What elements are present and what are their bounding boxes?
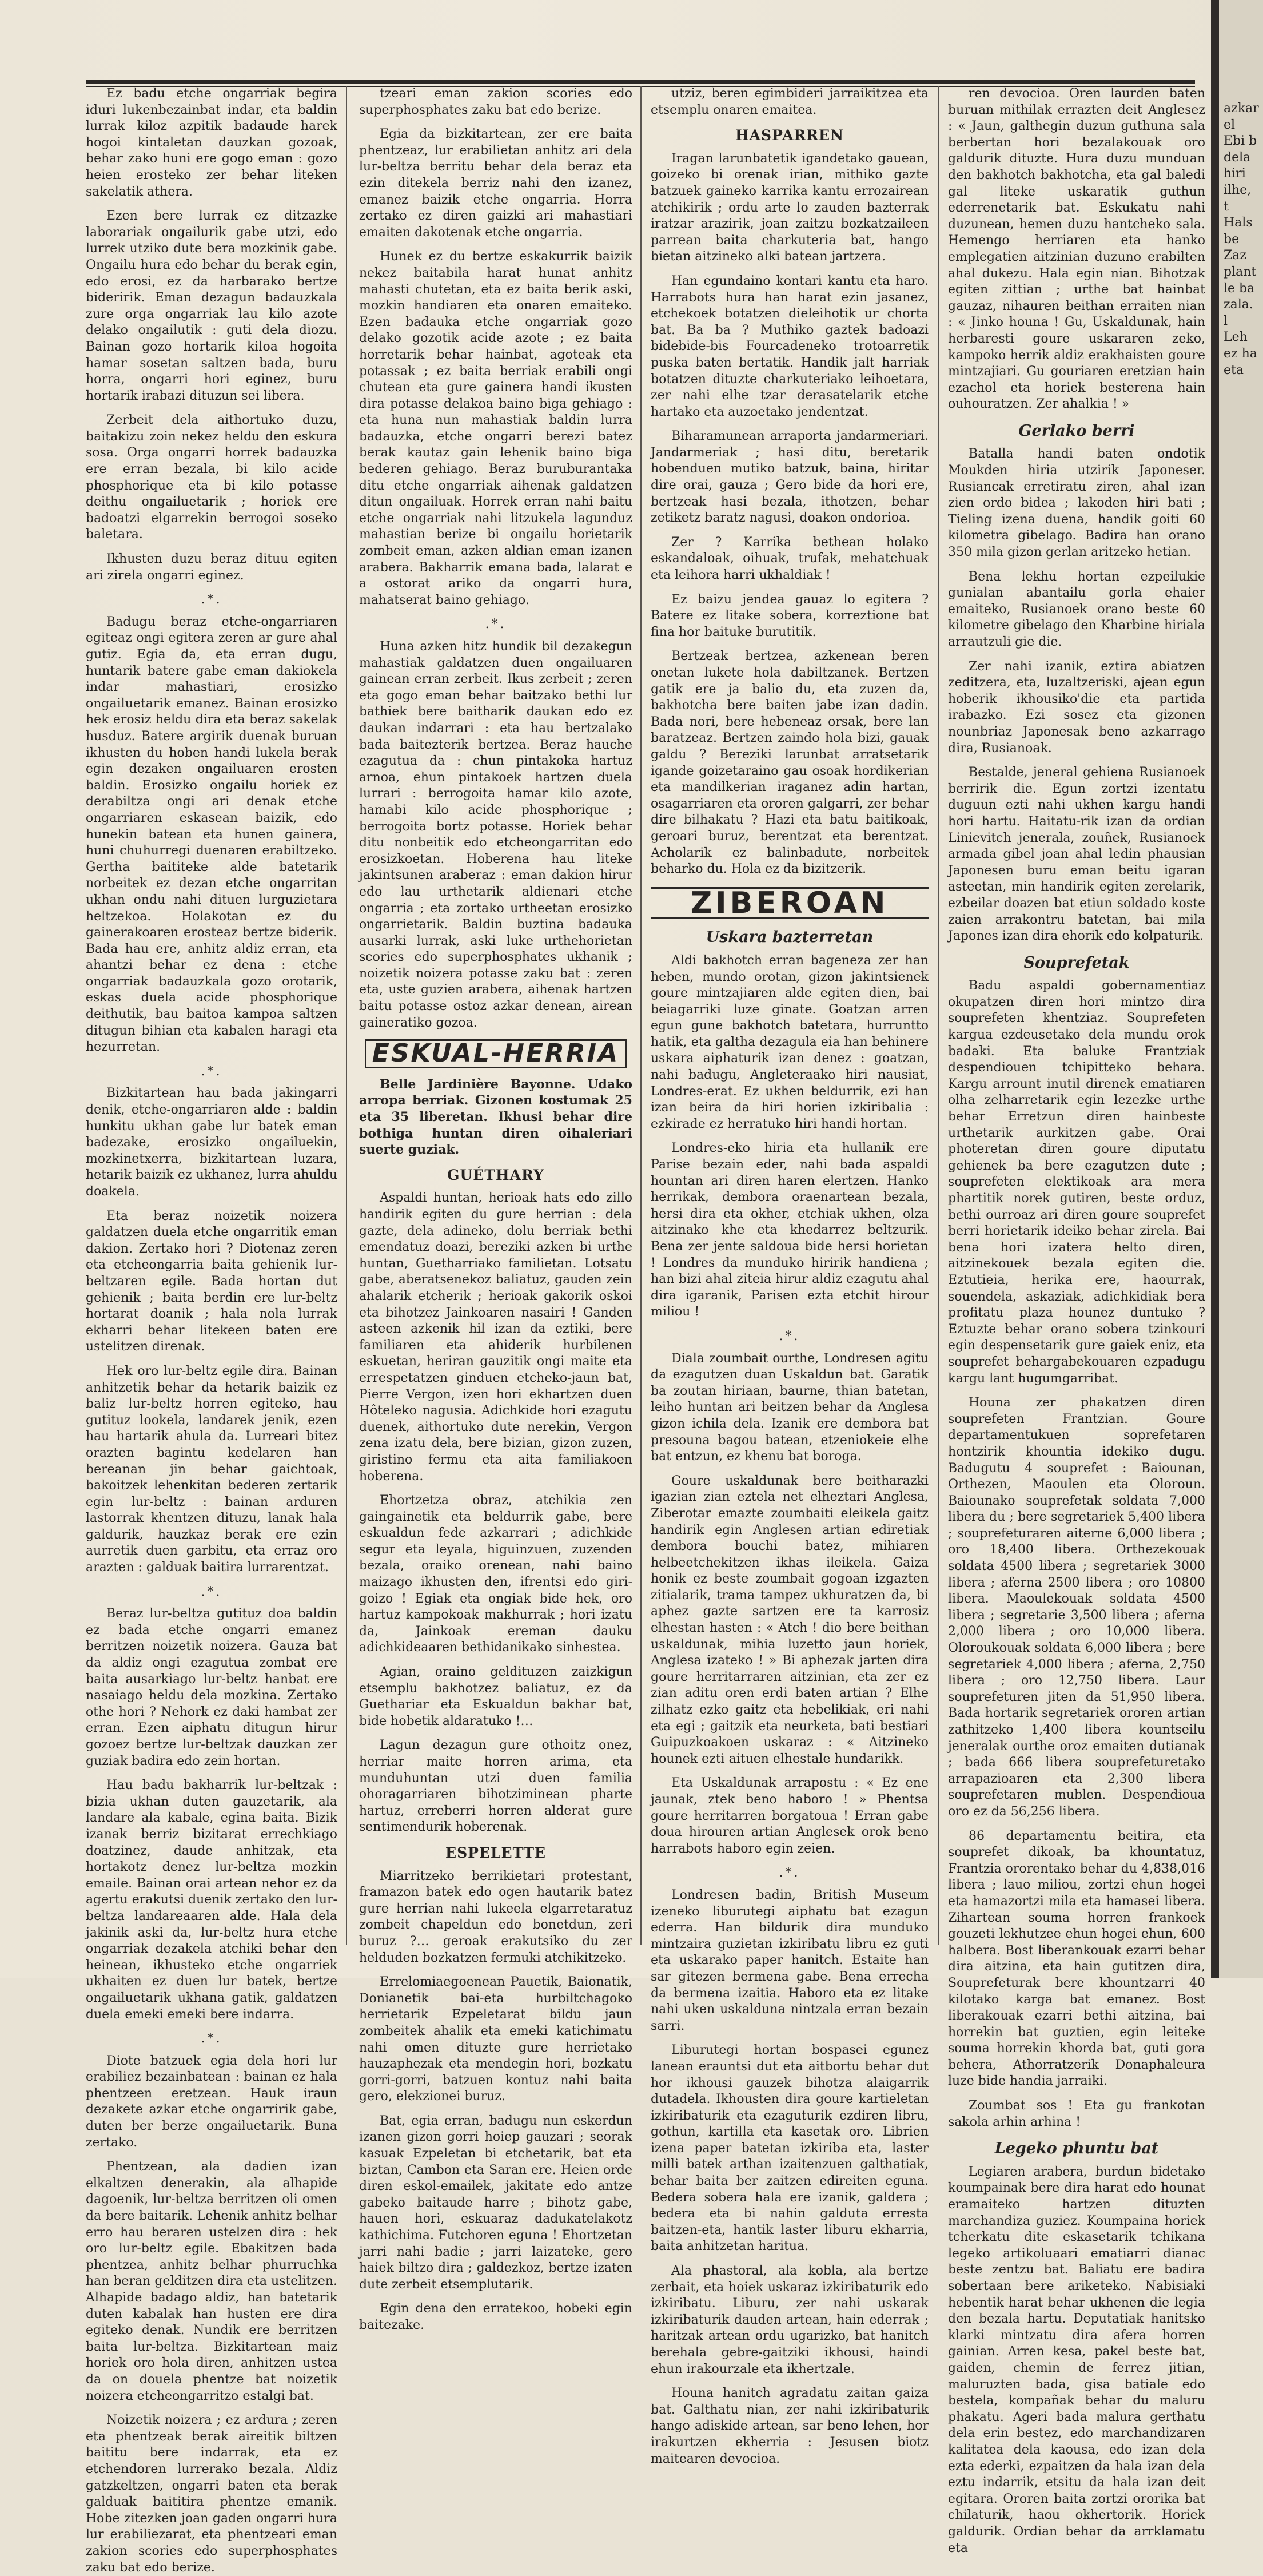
paragraph: Iragan larunbatetik igandetako gauean, goizeko bi orenak irian, mithiko gazte batzuek gaineko karrika kantu errozairean atchikirik ; ordu arte lo zauden bazterrak iratzar arazirik, joan zaitzu bozkatzaileen parrean baita charkuteria bat, hango bietan aitzineko alki batean jartzera. <box>651 151 929 264</box>
paragraph: utziz, beren egimbideri jarraikitzea eta etsemplu onaren emaitea. <box>651 86 929 117</box>
paragraph: Liburutegi hortan bospasei egunez lanean erauntsi dut eta aitbortu behar dut hor ikhousi gauzek bihotza alaigarrik dutadela. Ikhousten dira goure kartieletan izkiribaturik eta ezaguturik ezdiren libru, gothun, kartilla eta kasetak oro. Librien izena paper batetan izkiriba eta, laster milli batek arthan izaitenzuen galthatiak, behar baita ber zaitzen edireiten eguna. Bedera sobera hala ere izanik, galdera ; bedera eta bi nahin galduta erresta baitzen-eta, hantik laster liburu ekharria, baita anhitzetan haritua. <box>651 2043 929 2254</box>
paragraph: Ez baizu jendea gauaz lo egitera ? Batere ez litake sobera, korreztione bat fina hor baituke burutitik. <box>651 592 929 639</box>
paragraph: Miarritzeko berrikietari protestant, framazon batek edo ogen hautarik batez gure herrian nahi lukeela elgarretaratuz zombeit chapeldun edo bonetdun, zeri buruz ?… geroak erakutsiko du zer helduden bozkatzen fermuki atchikitzeko. <box>359 1869 632 1965</box>
column-rule <box>938 86 939 1945</box>
separator: .*. <box>201 593 222 607</box>
paragraph: Errelomiaegoenean Pauetik, Baionatik, Donianetik bai-eta hurbiltchagoko herrietarik Ezpeletarat bildu jaun zombeitek ahalik eta emeki katichimatu nahi omen dituzte gure herrietako hauzaphezak eta mendegin hori, bozkatu gorri-gorri, batzuen kontuz nahi baita gero, elekzionei buruz. <box>359 1975 632 2104</box>
section-heading-souprefetak: Souprefetak <box>1023 953 1130 972</box>
paragraph: Houna zer phakatzen diren souprefeten Frantzian. Goure departamentukuen soprefetaren hontzirik khountia idekiko dugu. Badugutu 4 souprefet : Baiounan, Orthezen, Maoulen eta Oloroun. Baiounako souprefetak soldata 7,000 libera du ; bere segretariek 5,400 libera ; souprefeturaren aiterne 6,000 libera ; oro 18,400 libera. Orthezekouak soldata 4500 libera ; segretariek 3000 libera ; aferna 2500 libera ; oro 10800 libera. Maoulekouak soldata 4500 libera ; segretarie 3,500 libera ; aferna 2,000 libera ; oro 10,000 libera. Oloroukouak soldata 6,000 libera ; bere segretariek 4,000 libera ; aferna, 2,750 libera ; oro 12,750 libera. Laur souprefeturen jiten da 51,950 libera. Bada hortarik segretariek ororen artian zathitzeko 1,400 libera kountseilu jeneralak ourthe oroz emaiten dutianak ; bada 666 libera souprefeturetako arrapazioaren eta 2,300 libera souprefetaren mublen. Despendioua oro ez da 56,256 libera. <box>948 1396 1205 1819</box>
paragraph: Egin dena den erratekoo, hobeki egin baitezake. <box>359 2301 632 2332</box>
paragraph: Bestalde, jeneral gehiena Rusianoek berririk die. Egun zortzi izentatu duguun ezti nahi ukhen kargu handi hori hartu. Haitatu-rik izan da ordian Linievitch jenerala, zouñek, Rusianoek armada gibel joan ahal ledin phausian Japonesen buru eman beitu igaran asteetan, min handirik egiten zerelarik, ezbeilar doazen bat etiun soldado koste zaien arrakontru batetan, bai mila Japones izan dira ehorik edo kolpaturik. <box>948 765 1205 944</box>
section-heading-espelette: ESPELETTE <box>445 1844 546 1861</box>
section-heading-hasparren: HASPARREN <box>735 127 844 144</box>
paragraph: Bat, egia erran, badugu nun eskerdun izanen gizon gorri hoiep gauzari ; seorak kasuak Ezpeletan bi etchetarik, bat eta biztan, Cambon eta Saran ere. Heien orde diren eskol-emailek, jakitate edo antze gabeko baitaude harre ; bihotz gabe, hauen hori, eskuaraz dadukatelakotz kathichima. Futchoren eguna ! Ehortzetan jarri nahi badie ; jarri laizateke, gero haiek biltzo dira ; galdezkoz, bertze izaten dute zerbeit etsemplutarik. <box>359 2113 632 2292</box>
paragraph: Eta beraz noizetik noizera galdatzen duela etche ongarritik eman dakion. Zertako hori ? Diotenaz zeren eta etcheongarria baita gehienik lur-beltzaren egile. Bada hortan dut gehienik ; baita berdin ere lur-beltz hortarat doanik ; hala nola lurrak ekharri behar litekeen baten ere ustelitzen direnak. <box>86 1209 337 1354</box>
edge-line: be <box>1224 232 1240 247</box>
paragraph: Aldi bakhotch erran bageneza zer han heben, mundo orotan, gizon jakintsienek goure mintzajiaren alde egiten dien, bai beiagarriki luze ginate. Goatzan arren egun gune bakhotch batetara, hurruntto hatik, eta galtha dezagula eia han behinere uskara aiphaturik izan denez : goatzan, nahi badugu, Angleteraako hiri nausiat, Londres-erat. Ez ukhen beldurrik, ezi han izan beira da hiri horien izkiribalia : ezkirade ez herratuko hiri handi hortan. <box>651 953 929 1131</box>
adjacent-page-edge <box>1211 0 1263 1978</box>
paragraph: Londres-eko hiria eta hullanik ere Parise bezain eder, nahi bada aspaldi hountan ari diren haren elertzen. Hanko herrikak, dembora oraenartean bezala, hersi dira eta okher, etchiak ukhen, olza aitzinako khe eta khedarrez beltzurik. Bena zer jente saldoua bide hersi horietan ! Londres da munduko hiririk handiena ; han bizi ahal ziteia hirur aldiz ezagutu ahal dira igaranik, Parisen ezta etchit hirour miliou ! <box>651 1141 929 1319</box>
separator: .*. <box>485 617 507 632</box>
section-banner-eskual-herria: ESKUAL-HERRIA <box>365 1039 627 1068</box>
column-4 <box>948 86 1205 2555</box>
paragraph: Ala phastoral, ala kobla, ala bertze zerbait, eta hoiek uskaraz izkiribaturik edo izkiribatu. Liburu, zer nahi uskarak izkiribaturik dauden artean, hain ederrak ; haritzak artean ordu ugarizko, bat hanitch berehala gebre-gaitziki ikhousi, haindi ehun irakourzale eta ikhertzale. <box>651 2264 929 2376</box>
paragraph: Zer ? Karrika bethean holako eskandaloak, oihuak, trufak, mehatchuak eta leihora harri ukhaldiak ! <box>651 535 929 583</box>
edge-line: ilhe, <box>1224 182 1252 197</box>
section-heading-guethary: GUÉTHARY <box>447 1166 544 1183</box>
paragraph: Batalla handi baten ondotik Moukden hiria utzirik Japoneser. Rusiancak erretiratu ziren, ahal izan zien ordo bidea ; lakoden hiri bati ; Tieling izena duena, handik goiti 60 kilometra gibelago. Badira han orano 350 mila gizon gerlan aritzeko hetian. <box>948 447 1205 560</box>
paragraph: Egia da bizkitartean, zer ere baita phentzeaz, lur erabilietan anhitz ari dela lur-beltza berritu behar dela beraz eta ezin ditekela berriz nahi den izanez, emanez baizik etche ongarria. Horra zertako ez diren gaizki ari mahastiari emaiten dakotenak etche ongarria. <box>359 127 632 240</box>
paragraph: Badu aspaldi gobernamentiaz okupatzen diren hori mintzo dira souprefeten khentziaz. Souprefeten kargua ezdeusetako dela mundu orok badaki. Eta baluke Frantziak despendiouen tchipitteko behara. Kargu arrount inutil direnek ematiaren olha zelharretarik egin lezezke urthe behar Erretzun diren hainbeste urthetarik aurkitzen gabe. Orai photeretan diren goure diputatu gehienek ba bere ezagutzen dute ; souprefeten elektikoak ara mera phartitik norek gutiren, beste orduz, bethi ourroaz ari diren goure souprefet berri horietarik ideiko behar zirela. Bai bena hori izatera helto diren, aitzinekouek bezala egiten die. Eztutieia, herika ere, haourrak, souendela, askaziak, adichkidiak bera profitatu plaza hounez duntuko ? Eztuzte behar orano sobera tzinkouri egin despensetarik gure gaiek eniz, eta souprefet behargabekouaren ezpadugu kargu lant hugumgarribat. <box>948 979 1205 1386</box>
edge-line: dela <box>1224 150 1251 165</box>
column-rule <box>640 86 642 1945</box>
edge-line: hiri <box>1224 166 1246 181</box>
paragraph: tzeari eman zakion scories edo superphosphates zaku bat edo berize. <box>359 86 632 117</box>
paragraph: Ez badu etche ongarriak begira iduri lukenbezainbat indar, eta baldin lurrak kiloz azpitik badaude harek hogoi kintaletan dauzkan gozoak, behar zako huni ere gogo eman : gozo heien erosteko zer behar liteken sakelatik athera. <box>86 86 337 199</box>
separator: .*. <box>201 1584 222 1599</box>
paragraph: Badugu beraz etche-ongarriaren egiteaz ongi egitera zeren ar gure ahal gutiz. Egia da, eta erran dugu, huntarik batere gabe eman dakiokela indar mahastiari, erosizko ongailuetarik emanez. Bainan erosizko hek erosiz heldu dira eta beraz sakelak husduz. Batere argirik duenak buruan ikhusten du hoben handi lukela berak egin dezaken ongailuaren erosten baldin. Erosizko ongailu horiek ez derabiltza ongi ari denak etche ongarriaren eskasean baizik, edo hunekin batean eta hunen gainera, huni chuhurregi duenaren erabiltzeko. Gertha baititeke alde batetarik norbeitek ez dezan etche ongarritan ukhan ondu nahi dituen lurguzietara heltzekoa. Holakotan ez du gainerakoaren erosteaz bertze biderik. Bada hau ere, anhitz aldiz erran, eta ahantzi behar ez dena : etche ongarriak badauzkala gozo orotarik, eskas duela acide phosphorique deithutik, bau baitoa kampoa saltzen ditugun bihian eta kabalen haragi eta hezurretan. <box>86 614 337 1055</box>
column-2 <box>359 86 632 2332</box>
paragraph: Biharamunean arraporta jandarmeriari. Jandarmeriak ; hasi ditu, beretarik hobenduen mutiko batzuk, baina, hiritar dire orai, gauza ; Gero bide da hori ere, bertzeak hasi bezala, ithotzen, behar zetiketz baratz nagusi, doakon ondorioa. <box>651 429 929 526</box>
paragraph: Bizkitartean hau bada jakingarri denik, etche-ongarriaren alde : baldin hunkitu ukhan gabe lur batek eman badezake, erosizko ongailuekin, mozkinetxerra, bizkitartean luzara, hetarik baizik ez ukhanez, lurra ahuldu doakela. <box>86 1086 337 1199</box>
paragraph: Bertzeak bertzea, azkenean beren onetan lukete hola dabiltzanek. Bertzen gatik ere ja balio du, eta zuzen da, bakhotcha bere baiten jabe izan dadin. Bada nori, bere hebeneaz orsak, bere lan baratzeaz. Bertzen zaindo hola bizi, gauak galdu ? Bereziki larunbat arratsetarik igande goizetaraino gau osoak hordikerian eta mandilkerian iraganez adin hartan, osagarriaren eta ororen galgarri, zer behar dire bilhakatu ? Hazi eta batu baitikoak, geroari buruz, berentzat eta berentzat. Acholarik ez balinbadute, norbeitek beharko du. Hola ez da bizitzerik. <box>651 649 929 877</box>
separator: .*. <box>779 1329 800 1343</box>
edge-line: le ba <box>1224 281 1255 296</box>
paragraph: Ezen bere lurrak ez ditzazke laborariak ongailurik gabe utzi, edo lurrek utziko dute bera mozkinik gabe. Ongailu hura edo behar du berak egin, edo erosi, ez da harbarako bertze bideririk. Eman dezagun badauzkala zure orga ongarriak lau kilo azote delako ongailutik : guti dela diozu. Bainan gozo hortarik kiloa hogoita hamar sosetan saltzen bada, buru horra, ongarri hori eginez, buru hortarik irabazi dituzun sei libera. <box>86 209 337 403</box>
paragraph: Huna azken hitz hundik bil dezakegun mahastiak galdatzen duen ongailuaren gainean erran zerbeit. Ikus zerbeit ; zeren eta gogo eman behar baitzako bethi lur bathiek bere baitharik daukan edo ez daukan indarrari : eta hau bertzalako bada baitezterik bertzea. Beraz hauche ezagutua da : chun pintakoka hartuz arnoa, ehun pintakoek hartzen duela lurrari : berrogoita hamar kilo azote, hamabi kilo acide phosphorique ; berrogoita bortz potasse. Horiek behar ditu nonbeitik edo etcheongarritan edo erosizkoetan. Hoberena hau liteke jakintsunen araberaz : eman dakion hirur edo lau urthetarik aldienari etche ongarria ; eta zortako urtheetan erosizko ongarrietarik. Baldin buztina badauka ausarki lurrak, aski luke urthehorietan scories edo superphosphates ukhanik ; noizetik noizera potasse zaku bat : zeren eta, uste guzien arabera, aihenak hartzen baitu potasse ostoz azkar denean, airean gaineratiko gozoa. <box>359 639 632 1030</box>
top-rule <box>86 80 1195 84</box>
edge-line: Zaz <box>1224 248 1246 263</box>
advertisement: Belle Jardinière Bayonne. Udako arropa berriak. Gizonen kostumak 25 eta 35 liberetan. Ikhusi behar dire bothiga huntan diren oihaleriari suerte guziak. <box>359 1076 632 1158</box>
section-banner-ziberoan: ZIBEROAN <box>651 887 929 920</box>
paragraph: Londresen badin, British Museum izeneko liburutegi aiphatu bat ezagun ederra. Han bildurik dira munduko mintzaira guzietan izkiribatu libru ez guti eta uskarako paper hanitch. Estaite han sar gitezen bermena gabe. Bena errecha da bermena izaitia. Haboro eta ez litake nahi uken uskalduna nintzala erran bezain sarri. <box>651 1887 929 2033</box>
paragraph: Bena lekhu hortan ezpeilukie gunialan abantailu gorla ehaier emaiteko, Rusianoek orano beste 60 kilometre gibelago den Kharbine hiriala arrautzuli gie die. <box>948 569 1205 649</box>
paragraph: Houna hanitch agradatu zaitan gaiza bat. Galthatu nian, zer nahi izkiribaturik hango adiskide artean, sar beno lehen, hor irakurtzen ekherria : Jesusen biotz maitearen devocioa. <box>651 2386 929 2466</box>
edge-line: el <box>1224 117 1236 132</box>
paragraph: Goure uskaldunak bere beitharazki igazian zian eztela net elheztari Anglesa, Ziberotar emazte zoumbaiti eleikela gaitz handirik egin Anglesen artian ediretiak dembora bouchi batez, mihiaren helbeetchekitzen ikhas ileikela. Gaiza honik ez beste zoumbait gogoan izgazten zitialarik, trama tampez ukhuratzen da, bi aphez gazte sartzen ere ta karrosiz elhestan hasten : « Atch ! dio bere beithan uskaldunak, mihia luzetto jaun horiek, Anglesa izateko ! » Bi aphezak jarten dira goure herritarraren aitzinian, eta zer ez zian aditu oren erdi baten artian ? Elhe zilhatz ezko gaitz eta hebelikiak, eri nahi eta egi ; gaitzik eta neurketa, bati bestiari Guipuzkoakoen uskaraz : « Aitzineko hounek ezti aituen elhestale hundarikk. <box>651 1473 929 1766</box>
paragraph: Han egundaino kontari kantu eta haro. Harrabots hura han harat ezin jasanez, etchekoek botatzen dieleihotik ur chorta bat. Ba ba ? Muthiko gaztek badoazi bidebide-bis Fourcadeneko trotoarretik puska baten bertatik. Handik jalt harriak botatzen dituzte charkuteriako leihoetara, zer nahi elhe tzar derasatelarik etche hartako eta auzoetako jendentzat. <box>651 273 929 419</box>
paragraph: Ikhusten duzu beraz dituu egiten ari zirela ongarri eginez. <box>86 552 337 583</box>
section-heading-uskara: Uskara bazterretan <box>706 928 874 947</box>
separator: .*. <box>201 1064 222 1079</box>
paragraph: Eta Uskaldunak arrapostu : « Ez ene jaunak, ztek beno haboro ! » Phentsa goure herritarren borgatoua ! Erran gabe doua hirouren artian Anglesek orok beno harrabots haboro egin zeien. <box>651 1776 929 1856</box>
paragraph: Legiaren arabera, burdun bidetako koumpainak bere dira harat edo hounat eramaiteko hartzen dituzten marchandiza guziez. Koumpaina horiek tcherkatu dite eskasetarik tchikana legeko artikoluaari ematiarri dianac beste zentzu bat. Baliatu ere badira sobertaan bere ariketeko. Nabisiaki hebentik harat behar ukhenen die legia den bezala hartu. Deputatiak hanitsko klarki mintzatu dira afera horren gainian. Arren kesa, pakel beste bat, gaiden, chemin de ferrez jitian, maluruzten bada, gisa batiale edo bestela, kompañak behar du maluru phakatu. Ageri bada malura gerthatu dela erin bestez, edo marchandizaren kalitatea dela kaousa, edo izan dela ezta ederki, ezpaitzen da hala izan dela eztu indarrik, etsitu da hala izan deit egitara. Ororen baita zortzi ororika bat chilaturik, haou okhertorik. Horiek galdurik. Ordian behar da arrklamatu eta <box>948 2164 1205 2555</box>
edge-line: t <box>1224 199 1229 214</box>
paragraph: Zerbeit dela aithortuko duzu, baitakizu zoin nekez heldu den eskura sosa. Orga ongarri horrek badauzka ere erran bezala, bi kilo acide phosphorique eta bi kilo potasse deithu ongailuetarik ; horiek ere badoatzi elgarrekin berrogoi soseko baletara. <box>86 413 337 542</box>
edge-line: Hals <box>1224 216 1253 230</box>
separator: .*. <box>779 1866 800 1881</box>
column-1 <box>86 86 337 2575</box>
paragraph: Hek oro lur-beltz egile dira. Bainan anhitzetik behar da hetarik baizik ez baliz lur-beltz horren egiteko, hau gutituz lookela, landarek jenik, ezen hau hartarik ahula da. Lurreari bitez orazten bagintu kedelaren han bereanan jin behar gaichtoak, bakoitzek lehenkitan bederen zertarik egin lur-beltz : bainan arduren lastorrak khentzen dituzu, lanak hala galdurik, hauzkaz berak ere ezin aurretik duen garbitu, eta erraz oro arazten : galduak baitira lurrarentzat. <box>86 1363 337 1575</box>
column-3 <box>651 86 929 2466</box>
separator: .*. <box>201 2032 222 2046</box>
edge-line: plant <box>1224 264 1257 279</box>
edge-line: Leh <box>1224 330 1248 345</box>
paragraph: Hunek ez du bertze eskakurrik baizik nekez baitabila harat hunat anhitz mahasti chutetan, eta ez baita berik aski, mozkin handiaren eta onaren emaiteko. Ezen badauka etche ongarriak gozo delako gozotik acide azote ; ez baita horretarik behar hainbat, agoteak eta potassak ; ez baita berriak erabili ongi chutean eta gure gainera handi ikusten dira potasse delakoa baino biga gehiago : eta huna nun mahastiak baldin lurra badauzka, etche ongarri berezi batez berak kautaz gain lehenik baino biga bederen gehiago. Beraz buruburantaka ditu etche ongarriak aihenak galdatzen ditun ongailuak. Horrek erran nahi baitu etche ongarriak nahi litzukela lagunduz mahastian berize bi ongailu horietarik zombeit eman, azken aldian eman izanen arabera. Bakharrik emana bada, lalarat e a ostorat ariko da ongarri hura, mahatserat baino gehiago. <box>359 249 632 607</box>
paragraph: ren devocioa. Oren laurden baten buruan mithilak errazten deit Anglesez : « Jaun, galthegin duzun guthuna sala berbertan hori bezalakouak oro galdurik dituzte. Hura duzu munduan den bakhotch bakhotcha, eta gal baledi gal liteke uskaratik guthun ederrenetarik bat. Eskukatu nahi duzunean, hemen duzu hantcheko sala. Hemengo herriaren eta hanko emplegatien aitzinian duzuno erabilten ahal dukezu. Hala egin nian. Bihotzak egiten zittian ; urthe bat hainbat gauzaz, nihauren beithan erraiten nian : « Jinko houna ! Gu, Uskaldunak, hain herbaresti goure uskararen zeko, kampoko herrik aldiz erakhaisten goure mintzajiari. Gu gouriaren eretzian hain ezachol eta horiek besterena hain ouhouratzen. Zer ahalkia ! » <box>948 86 1205 412</box>
edge-line: zala. <box>1224 297 1253 312</box>
paragraph: Zoumbat sos ! Eta gu frankotan sakola arhin arhina ! <box>948 2098 1205 2129</box>
edge-line: l <box>1224 313 1228 328</box>
paragraph: Zer nahi izanik, eztira abiatzen zeditzera, eta, luzaltzeriski, ajean egun hoberik ikhousiko'die eta partida irabazko. Ezi sosez eta gizonen nounbriaz Japonesak beno azkarrago dira, Rusianoak. <box>948 659 1205 756</box>
edge-line: Ebi b <box>1224 134 1257 149</box>
paragraph: Agian, oraino geldituzen zaizkigun etsemplu bakhotzez baliatuz, ez da Guethariar eta Eskualdun bakhar bat, bide hobetik aldaratuko !… <box>359 1665 632 1728</box>
paragraph: Aspaldi huntan, herioak hats edo zillo handirik egiten du gure herrian : dela gazte, dela adineko, dolu berriak bethi emendatuz doazi, bereziki azken bi urthe huntan, Guetharriako familietan. Lotsatu gabe, aberatsenekoz baliatuz, gauden zein ahalarik etcherik ; herioak gakorik oskoi eta bihotzez Jainkoaren nasairi ! Ganden asteen azkenik hil izan da eztiki, bere familiaren eta ahiderik hurbilenen eskuetan, heriran gauzitik ongi maite eta errespetatzen ginduen etcheko-jaun bat, Pierre Vergon, izen hori ekhartzen duen Hôteleko nagusia. Adichkide hori ezagutu duenek, aithortuko dute nerekin, Vergon zena izatu dela, bere bizian, gizon zuzen, giristino fermu eta aita familiakoen hoberena. <box>359 1191 632 1484</box>
edge-line: azkar <box>1224 101 1259 116</box>
page-gutter <box>1211 0 1219 1978</box>
paragraph: Ehortzetza obraz, atchikia zen gaingainetik eta beldurrik gabe, bere eskualdun fede azkarrari ; adichkide segur eta leyala, higuinzuen, zuzenden bezala, oraiko orenean, nahi baino maizago ikhusten den, ifrentsi edo giri-goizo ! Egiak eta ongiak bide hek, oro hartuz kampokoak makhurrak ; hori izatu da, Jainkoak ereman dauku adichkideaaren bethidanikako sinhestea. <box>359 1493 632 1655</box>
paragraph: Noizetik noizera ; ez ardura ; zeren eta phentzeak berak aireitik biltzen baititu bere indarrak, eta ez etchendoren lurrerako bezala. Aldiz gatzkeltzen, ongarri baten eta berak galduak baititira phentze emanik. Hobe zitezken joan gaden ongarri hura lur erabiliezarat, eta phentzeari eman zakion scories edo superphosphates zaku bat edo berize. <box>86 2413 337 2575</box>
paragraph: Diala zoumbait ourthe, Londresen agitu da ezagutzen duan Uskaldun bat. Garatik ba zoutan hiriaan, baurne, thian batetan, leiho huntan ari beitzen behar da Anglesa gizon ichila dela. Izanik ere dembora bat presouna bagou batean, etzeniokeie elhe bat entzun, ez khenu bat boroga. <box>651 1351 929 1464</box>
paragraph: Hau badu bakharrik lur-beltzak : bizia ukhan duten gauzetarik, ala landare ala kabale, egina baita. Bizik izanak berriz bizitarat errechkiago doatzinez, daude anhitzak, eta hortakotz denez lur-beltza mozkin emaile. Bainan orai artean nehor ez da agertu erakutsi duenik zertako den lur-beltza landareaaren alde. Hala dela jakinik aski da, lur-beltz hura etche ongarriak dezakela atchiki behar den heinean, ikhusteko etche ongarriek ukhaiten ez duen lur batek, bertze ongailuetarik ukhana gatik, galdatzen duela emeki emeki bere indarra. <box>86 1778 337 2022</box>
paragraph: Phentzean, ala dadien izan elkaltzen denerakin, ala alhapide dagoenik, lur-beltza berritzen oli omen da bere baitarik. Lehenik anhitz belhar erro hau beraren ustelzen dira : hek oro lur-beltz egile. Ebakitzen bada phentzea, anhitz belhar phurruchka han beran gelditzen dira eta ustelitzen. Alhapide badago aldiz, han batetarik duten kabalak han husten ere dira egiteko denak. Nundik ere berritzen baita lur-beltza. Bizkitartean maiz horiek oro hola diren, anhitzen ustea da on douela phentze bat noizetik noizera etcheongarritzo estalgi bat. <box>86 2160 337 2403</box>
adjacent-page-text <box>1224 101 1261 379</box>
section-heading-gerlako: Gerlako berri <box>1018 422 1135 440</box>
section-heading-legeko: Legeko phuntu bat <box>994 2140 1159 2158</box>
paragraph: Beraz lur-beltza gutituz doa baldin ez bada etche ongarri emanez berritzen noizetik noizera. Gauza bat da aldiz ongi ezagutua zombat ere baita ausarkiago lur-beltz hanbat ere nasaiago heldu dela mozkina. Zertako othe hori ? Nehork ez daki hambat zer erran. Ezen aiphatu ditugun hirur gozoez bertze lur-beltzak dauzkan zer guziak badira edo zein hortan. <box>86 1607 337 1768</box>
column-rule <box>346 86 347 1945</box>
edge-line: eta <box>1224 363 1244 377</box>
paragraph: Diote batzuek egia dela hori lur erabiliez bezainbatean : bainan ez hala phentzeen eretzean. Hauk iraun dezakete azkar etche ongarririk gabe, duten ber berze ongailuetarik. Buna zertako. <box>86 2053 337 2150</box>
edge-line: ez ha <box>1224 346 1257 361</box>
paragraph: Lagun dezagun gure othoitz onez, herriar maite horren arima, eta munduhuntan utzi duen familia ohoragarriaren bihotziminean pharte hartuz, erreberri horren alderat gure sentimendurik hoberenak. <box>359 1738 632 1835</box>
paragraph: 86 departamentu beitira, eta souprefet dikoak, ba khountatuz, Frantzia ororentako behar du 4,838,016 libera ; lauo miliou, zortzi ehun hogei eta hamazortzi mila eta hamasei libera. Zihartean souma horren frankoek gouzeti lekhutzee ehun hogei ehun, 600 halbera. Bost liberankouak ezarri behar dira aitzina, eta hain gutitzen dira, Souprefeturak bere khountzarri 40 kilotako karga bat emanez. Bost liberakouak ezarri bethi aitzina, bai horrekin bat guztien, egin leiteke souma horrekin khorda bat, guti gora behera, Athorratzerik Donaphaleura luze bide handia jarraiki. <box>948 1828 1205 2089</box>
